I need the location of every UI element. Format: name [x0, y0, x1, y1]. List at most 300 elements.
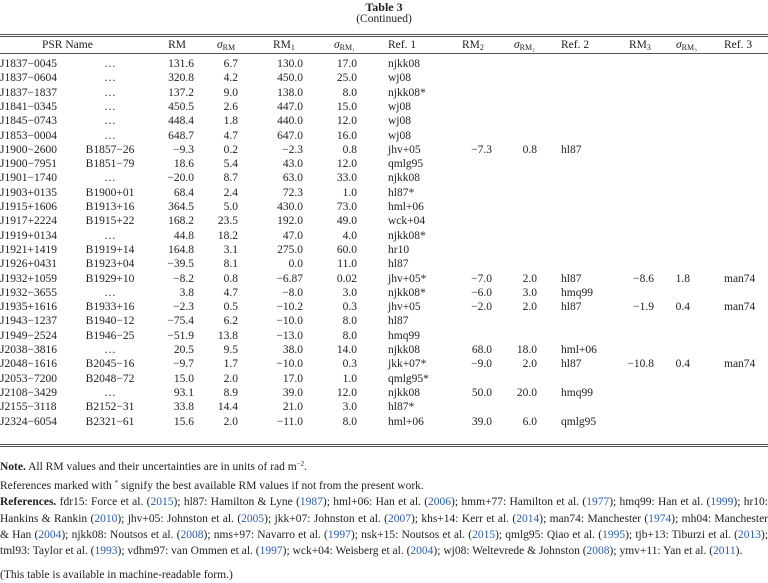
cell-sigma-rm: 5.4 [223, 158, 238, 171]
cell-psr-j-name: J1917+2224 [0, 215, 57, 228]
cell-psr-j-name: J1932+1059 [0, 272, 57, 285]
cell-rm: −39.5 [167, 258, 194, 271]
reference-year-link[interactable]: 2004 [410, 545, 434, 558]
cell-sigma-rm: 3.1 [223, 243, 238, 256]
table-header [0, 38, 768, 52]
cell-sigma-rm1: 49.0 [336, 215, 357, 228]
reference-entry: vdhm97: van Ommen et al. (1997); [127, 545, 293, 558]
cell-rm1: −10.0 [276, 315, 303, 328]
cell-sigma-rm: 2.0 [223, 415, 238, 428]
cell-rm1: −13.0 [276, 329, 303, 342]
cell-sigma-rm: 14.4 [217, 401, 238, 414]
cell-rm: −8.2 [173, 272, 194, 285]
cell-ref1: wj08 [388, 100, 411, 113]
cell-psr-j-name: J1841−0345 [0, 100, 57, 113]
cell-rm2: 39.0 [471, 415, 492, 428]
cell-sigma-rm: 2.4 [223, 186, 238, 199]
cell-ref3: man74 [724, 272, 756, 285]
cell-rm: −9.3 [173, 143, 194, 156]
cell-sigma-rm: 6.2 [223, 315, 238, 328]
header-rule [0, 53, 768, 54]
cell-psr-j-name: J1915+1606 [0, 201, 57, 213]
reference-year-link[interactable]: 1997 [259, 545, 283, 558]
cell-sigma-rm1: 25.0 [336, 72, 357, 85]
cell-ref1: wj08 [388, 129, 411, 142]
reference-entry: wck+04: Weisberg et al. (2004); [292, 545, 444, 558]
table-row [0, 57, 768, 71]
cell-sigma-rm2: 2.0 [522, 272, 537, 285]
cell-psr-j-name: J1903+0135 [0, 186, 57, 199]
reference-entry: njkk08: Noutsos et al. (2008); [71, 528, 214, 541]
cell-ref1: qmlg95* [388, 372, 429, 385]
cell-sigma-rm1: 33.0 [336, 172, 357, 185]
cell-sigma-rm1: 12.0 [336, 158, 357, 171]
cell-sigma-rm1: 16.0 [336, 129, 357, 142]
cell-sigma-rm: 18.2 [217, 229, 238, 242]
reference-entry: fdr15: Force et al. (2015); [59, 496, 184, 509]
reference-entry: hr10: Hankins & Rankin (2010); [0, 496, 768, 525]
cell-psr-b-name: B1940−12 [85, 315, 135, 328]
cell-sigma-rm: 9.0 [223, 86, 238, 99]
cell-rm: 68.4 [173, 186, 194, 199]
table-notes [0, 456, 768, 583]
cell-rm2: 50.0 [471, 386, 492, 399]
cell-psr-b-name: B1923+04 [85, 258, 135, 271]
cell-psr-b-name: … [104, 115, 116, 128]
cell-psr-b-name: … [104, 172, 116, 185]
cell-rm1: 17.0 [282, 372, 303, 385]
cell-ref1: wj08 [388, 115, 411, 128]
cell-rm: 320.8 [168, 72, 194, 85]
cell-ref1: njkk08 [388, 344, 420, 356]
cell-psr-j-name: J1921+1419 [0, 243, 57, 256]
cell-ref1: njkk08 [388, 172, 420, 185]
cell-psr-b-name: B1915+22 [85, 215, 135, 228]
cell-rm1: 72.3 [282, 186, 303, 199]
cell-rm1: −6.87 [276, 272, 303, 285]
table-row [0, 100, 768, 114]
cell-rm: 93.1 [173, 386, 194, 399]
note-marked: References marked with * signify the best available RM values if not from the present work. [0, 479, 424, 493]
header-ref1: Ref. 1 [388, 39, 417, 51]
cell-sigma-rm: 6.7 [223, 58, 238, 70]
cell-ref1: hl87 [388, 258, 409, 271]
cell-ref1: hl87* [388, 401, 415, 414]
reference-entry: hl87: Hamilton & Lyne (1987); [183, 496, 334, 509]
cell-psr-j-name: J1837−1837 [0, 86, 57, 99]
reference-entry: jhv+05: Johnston et al. (2005); [127, 512, 275, 525]
cell-ref1: njkk08* [388, 286, 426, 299]
cell-sigma-rm2: 2.0 [522, 301, 537, 314]
cell-sigma-rm: 0.5 [223, 301, 238, 314]
cell-rm: −75.4 [167, 315, 194, 328]
cell-rm3: −8.6 [633, 272, 654, 285]
reference-year-link[interactable]: 2014 [516, 512, 540, 525]
cell-ref2: hmq99 [561, 386, 593, 399]
cell-rm: 168.2 [168, 215, 194, 228]
cell-rm: 164.8 [168, 243, 194, 256]
cell-psr-b-name: … [104, 286, 116, 299]
header-rm1: $RM_1$ [273, 39, 295, 52]
reference-entry: khs+14: Kerr et al. (2014); [421, 512, 550, 525]
cell-sigma-rm2: 2.0 [522, 358, 537, 371]
cell-psr-b-name: … [104, 72, 116, 85]
header-rm2: $RM_2$ [462, 39, 484, 52]
header-ref3: Ref. 3 [724, 39, 753, 51]
cell-rm1: 447.0 [277, 100, 303, 113]
bottom-rule [0, 444, 768, 445]
table-row [0, 314, 768, 328]
table-row [0, 415, 768, 429]
references: References. fdr15: Force et al. (2015); hl87: Hamilton & Lyne (1987); hml+06: Han et al. (2006); hmm+77: Hamilton et al. (1977); hmq99: Han et al. (1999); hr10: Hankins & Rankin (2010); jhv+05: Johnston et al. (2005); jkk+07: Johnston et al. (2007); khs+14: Kerr et al. (2014); man74: Manchester (1974); mh04: Manchester & Han (2004); njkk08: Noutsos et al. (2008); nms+97: Navarro et al. (1997); nsk+15: Noutsos et al. (2015); qmlg95: Qiao et al. (1995); tjb+13: Tiburzi et al. (2013); tml93: Taylor et al. (1993); vdhm97: van Ommen et al. (1997); wck+04: Weisberg et al. (2004); wj08: Weltevrede & Johnston (2008); ymv+11: Yan et al. (2011). [0, 496, 768, 558]
cell-sigma-rm2: 18.0 [516, 344, 537, 356]
cell-psr-j-name: J1845−0743 [0, 115, 57, 128]
cell-sigma-rm1: 8.0 [342, 315, 357, 328]
table-row [0, 286, 768, 300]
cell-rm: −9.7 [173, 358, 194, 371]
cell-sigma-rm1: 73.0 [336, 201, 357, 213]
cell-ref1: njkk08* [388, 229, 426, 242]
cell-sigma-rm1: 3.0 [342, 401, 357, 414]
availability-note: (This table is available in machine-readable form.) [0, 569, 233, 582]
cell-sigma-rm: 9.5 [223, 344, 238, 356]
cell-rm1: −11.0 [276, 415, 303, 428]
cell-psr-b-name: B1929+10 [85, 272, 135, 285]
cell-psr-b-name: … [104, 386, 116, 399]
table-row [0, 386, 768, 400]
table-row [0, 214, 768, 228]
reference-entry: qmlg95: Qiao et al. (1995); [505, 528, 636, 541]
cell-sigma-rm1: 1.0 [342, 372, 357, 385]
header-rm3: $RM_3$ [629, 39, 651, 52]
cell-ref1: hl87* [388, 186, 415, 199]
cell-psr-b-name: … [104, 58, 116, 70]
table-row [0, 300, 768, 314]
cell-psr-b-name: B1857−26 [85, 143, 135, 156]
cell-rm: −2.3 [173, 301, 194, 314]
table-row [0, 171, 768, 185]
cell-sigma-rm1: 60.0 [336, 243, 357, 256]
reference-entry: tjb+13: Tiburzi et al. (2013); [635, 528, 768, 541]
bottom-rule-2 [0, 446, 768, 447]
cell-sigma-rm1: 0.3 [342, 301, 357, 314]
cell-psr-j-name: J2053−7200 [0, 372, 57, 385]
reference-year-link[interactable]: 1997 [327, 528, 351, 541]
cell-ref1: hmq99 [388, 329, 420, 342]
cell-ref1: hml+06 [388, 201, 424, 213]
cell-ref1: hl87 [388, 315, 409, 328]
top-rule [0, 34, 768, 35]
cell-psr-b-name: B1946−25 [85, 329, 135, 342]
cell-rm1: 275.0 [277, 243, 303, 256]
cell-rm2: 68.0 [471, 344, 492, 356]
table-row [0, 129, 768, 143]
cell-ref2: hl87 [561, 301, 582, 314]
cell-sigma-rm: 4.7 [223, 129, 238, 142]
table-row [0, 186, 768, 200]
header-sigma-rm: $\sigma_{RM}$ [217, 39, 236, 52]
cell-rm2: −2.0 [471, 301, 492, 314]
cell-rm1: 21.0 [282, 401, 303, 414]
reference-entry: jkk+07: Johnston et al. (2007); [274, 512, 422, 525]
cell-rm1: 440.0 [277, 115, 303, 128]
cell-rm1: 192.0 [277, 215, 303, 228]
cell-rm: 131.6 [168, 58, 194, 70]
reference-year-link[interactable]: 2015 [150, 496, 174, 509]
cell-sigma-rm: 2.0 [223, 372, 238, 385]
cell-psr-j-name: J1900−7951 [0, 158, 57, 171]
cell-sigma-rm1: 8.0 [342, 415, 357, 428]
cell-sigma-rm: 8.9 [223, 386, 238, 399]
reference-entry: wj08: Weltevrede & Johnston (2008); [443, 545, 620, 558]
cell-rm3: −10.8 [627, 358, 654, 371]
cell-rm1: 63.0 [282, 172, 303, 185]
table-row [0, 157, 768, 171]
cell-psr-b-name: … [104, 229, 116, 242]
table-row [0, 143, 768, 157]
reference-year-link[interactable]: 2004 [38, 528, 62, 541]
cell-ref1: jhv+05 [388, 301, 421, 314]
cell-sigma-rm: 0.8 [223, 272, 238, 285]
cell-psr-b-name: … [104, 129, 116, 142]
cell-rm: 648.7 [168, 129, 194, 142]
cell-ref2: hl87 [561, 358, 582, 371]
cell-rm1: −10.0 [276, 358, 303, 371]
cell-rm: 450.5 [168, 100, 194, 113]
cell-rm1: 47.0 [282, 229, 303, 242]
cell-rm: 20.5 [173, 344, 194, 356]
cell-rm: 15.6 [173, 415, 194, 428]
reference-entry: nms+97: Navarro et al. (1997); [213, 528, 362, 541]
cell-ref1: jhv+05 [388, 143, 421, 156]
cell-sigma-rm: 1.7 [223, 358, 238, 371]
cell-ref1: wj08 [388, 72, 411, 85]
cell-rm1: 0.0 [288, 258, 303, 271]
cell-ref1: njkk08* [388, 86, 426, 99]
cell-ref2: hl87 [561, 272, 582, 285]
cell-sigma-rm3: 0.4 [675, 358, 690, 371]
table-subtitle: (Continued) [356, 13, 412, 25]
cell-ref1: jhv+05* [388, 272, 427, 285]
cell-rm2: −7.0 [471, 272, 492, 285]
cell-psr-b-name: B2048−72 [85, 372, 135, 385]
cell-psr-j-name: J1949−2524 [0, 329, 57, 342]
reference-year-link[interactable]: 2005 [241, 512, 265, 525]
cell-sigma-rm1: 0.8 [342, 143, 357, 156]
reference-year-link[interactable]: 2011 [713, 545, 736, 558]
cell-psr-b-name: … [104, 86, 116, 99]
reference-year-link[interactable]: 1974 [648, 512, 672, 525]
cell-rm: −51.9 [167, 329, 194, 342]
cell-psr-b-name: B1851−79 [85, 158, 135, 171]
cell-ref1: hml+06 [388, 415, 424, 428]
cell-sigma-rm2: 20.0 [516, 386, 537, 399]
top-rule-2 [0, 36, 768, 37]
reference-year-link[interactable]: 1995 [602, 528, 626, 541]
cell-ref3: man74 [724, 358, 756, 371]
cell-sigma-rm: 8.1 [223, 258, 238, 271]
reference-year-link[interactable]: 2010 [94, 512, 118, 525]
cell-psr-b-name: B2152−31 [85, 401, 135, 414]
cell-ref2: qmlg95 [561, 415, 597, 428]
reference-entry: hml+06: Han et al. (2006); [333, 496, 462, 509]
cell-psr-j-name: J1900−2600 [0, 143, 57, 156]
cell-psr-b-name: B1919+14 [85, 243, 135, 256]
header-ref2: Ref. 2 [561, 39, 590, 51]
cell-rm: 137.2 [168, 86, 194, 99]
cell-psr-j-name: J2038−3816 [0, 344, 57, 356]
cell-psr-b-name: B2045−16 [85, 358, 135, 371]
cell-rm2: −7.3 [471, 143, 492, 156]
cell-psr-j-name: J1837−0045 [0, 58, 57, 70]
cell-rm1: 647.0 [277, 129, 303, 142]
reference-entry: tml93: Taylor et al. (1993); [0, 545, 128, 558]
note-units: Note. All RM values and their uncertainties are in units of rad $m^{-2}$. [0, 460, 308, 473]
cell-psr-j-name: J2048−1616 [0, 358, 57, 371]
table-row [0, 272, 768, 286]
reference-entry: hmq99: Han et al. (1999); [619, 496, 744, 509]
cell-sigma-rm1: 8.0 [342, 86, 357, 99]
cell-sigma-rm1: 1.0 [342, 186, 357, 199]
cell-sigma-rm2: 3.0 [522, 286, 537, 299]
table-row [0, 200, 768, 214]
cell-rm1: 138.0 [277, 86, 303, 99]
cell-sigma-rm1: 8.0 [342, 329, 357, 342]
cell-psr-j-name: J1943−1237 [0, 315, 57, 328]
reference-year-link[interactable]: 2006 [428, 496, 452, 509]
cell-sigma-rm3: 0.4 [675, 301, 690, 314]
cell-psr-j-name: J1919+0134 [0, 229, 57, 242]
header-psr-name: PSR Name [42, 39, 93, 51]
cell-rm: 15.0 [173, 372, 194, 385]
cell-rm: 18.6 [173, 158, 194, 171]
cell-sigma-rm1: 15.0 [336, 100, 357, 113]
cell-psr-j-name: J1853−0004 [0, 129, 57, 142]
header-sigma-rm1: $\sigma_{RM_1}$ [334, 39, 355, 52]
cell-sigma-rm1: 12.0 [336, 115, 357, 128]
cell-rm1: 430.0 [277, 201, 303, 213]
table-row [0, 86, 768, 100]
cell-rm1: 450.0 [277, 72, 303, 85]
reference-year-link[interactable]: 2013 [737, 528, 761, 541]
cell-sigma-rm1: 0.02 [336, 272, 357, 285]
reference-year-link[interactable]: 1987 [299, 496, 323, 509]
cell-psr-b-name: B1933+16 [85, 301, 135, 314]
cell-psr-j-name: J1932−3655 [0, 286, 57, 299]
reference-year-link[interactable]: 2008 [586, 545, 610, 558]
cell-rm: 44.8 [173, 229, 194, 242]
table-row [0, 343, 768, 357]
reference-year-link[interactable]: 1999 [710, 496, 734, 509]
cell-sigma-rm3: 1.8 [675, 272, 690, 285]
cell-ref3: man74 [724, 301, 756, 314]
cell-sigma-rm1: 11.0 [337, 258, 357, 271]
cell-ref1: njkk08 [388, 58, 420, 70]
reference-year-link[interactable]: 2008 [180, 528, 204, 541]
reference-year-link[interactable]: 2015 [472, 528, 496, 541]
table-title: Table 3 [365, 0, 403, 14]
cell-psr-j-name: J1935+1616 [0, 301, 57, 314]
table-row [0, 257, 768, 271]
cell-psr-j-name: J2155−3118 [0, 401, 57, 414]
cell-ref2: hml+06 [561, 344, 597, 356]
cell-sigma-rm: 0.2 [223, 143, 238, 156]
cell-sigma-rm1: 12.0 [336, 386, 357, 399]
cell-rm1: 130.0 [277, 58, 303, 70]
table-row [0, 71, 768, 85]
reference-entry: ymv+11: Yan et al. (2011). [619, 545, 743, 558]
reference-entry: man74: Manchester (1974); [549, 512, 682, 525]
cell-rm1: 43.0 [282, 158, 303, 171]
header-sigma-rm2: $\sigma_{RM_2}$ [514, 39, 535, 52]
cell-rm: 448.4 [168, 115, 194, 128]
cell-ref1: wck+04 [388, 215, 426, 228]
cell-sigma-rm: 4.2 [223, 72, 238, 85]
cell-rm: 364.5 [168, 201, 194, 213]
cell-rm1: −10.2 [276, 301, 303, 314]
header-sigma-rm3: $\sigma_{RM_3}$ [676, 39, 697, 52]
cell-rm1: 38.0 [282, 344, 303, 356]
cell-sigma-rm: 8.7 [223, 172, 238, 185]
reference-entry: mh04: Manchester & Han (2004); [0, 512, 768, 541]
cell-rm: −20.0 [167, 172, 194, 185]
table-row [0, 372, 768, 386]
header-rm: RM [168, 39, 186, 51]
cell-sigma-rm: 5.0 [223, 201, 238, 213]
cell-psr-b-name: B2321−61 [85, 415, 135, 428]
cell-ref1: jkk+07* [388, 358, 427, 371]
cell-psr-j-name: J1926+0431 [0, 258, 57, 271]
cell-rm2: −6.0 [471, 286, 492, 299]
cell-ref1: qmlg95 [388, 158, 424, 171]
cell-sigma-rm2: 0.8 [522, 143, 537, 156]
cell-ref1: njkk08 [388, 386, 420, 399]
reference-year-link[interactable]: 1993 [94, 545, 118, 558]
cell-psr-b-name: B1913+16 [85, 201, 135, 213]
cell-psr-j-name: J1837−0604 [0, 72, 57, 85]
table-row [0, 243, 768, 257]
cell-rm1: −2.3 [282, 143, 303, 156]
cell-sigma-rm: 2.6 [223, 100, 238, 113]
cell-sigma-rm: 23.5 [217, 215, 238, 228]
cell-sigma-rm1: 0.3 [342, 358, 357, 371]
cell-sigma-rm: 1.8 [223, 115, 238, 128]
reference-entry: nsk+15: Noutsos et al. (2015); [361, 528, 506, 541]
cell-psr-j-name: J2324−6054 [0, 415, 57, 428]
cell-sigma-rm: 13.8 [217, 329, 238, 342]
reference-year-link[interactable]: 1977 [586, 496, 610, 509]
cell-sigma-rm1: 14.0 [336, 344, 357, 356]
cell-psr-j-name: J2108−3429 [0, 386, 57, 399]
table-row [0, 400, 768, 414]
cell-ref2: hl87 [561, 143, 582, 156]
cell-rm1: −8.0 [282, 286, 303, 299]
table-row [0, 329, 768, 343]
table-row [0, 229, 768, 243]
cell-sigma-rm1: 17.0 [336, 58, 357, 70]
reference-year-link[interactable]: 2007 [387, 512, 411, 525]
cell-sigma-rm1: 3.0 [342, 286, 357, 299]
reference-entry: hmm+77: Hamilton et al. (1977); [461, 496, 620, 509]
cell-rm: 33.8 [173, 401, 194, 414]
cell-sigma-rm1: 4.0 [342, 229, 357, 242]
cell-psr-j-name: J1901−1740 [0, 172, 57, 185]
cell-ref1: hr10 [388, 243, 410, 256]
cell-sigma-rm: 4.7 [223, 286, 238, 299]
cell-rm1: 39.0 [282, 386, 303, 399]
cell-rm: 3.8 [179, 286, 194, 299]
cell-sigma-rm2: 6.0 [522, 415, 537, 428]
